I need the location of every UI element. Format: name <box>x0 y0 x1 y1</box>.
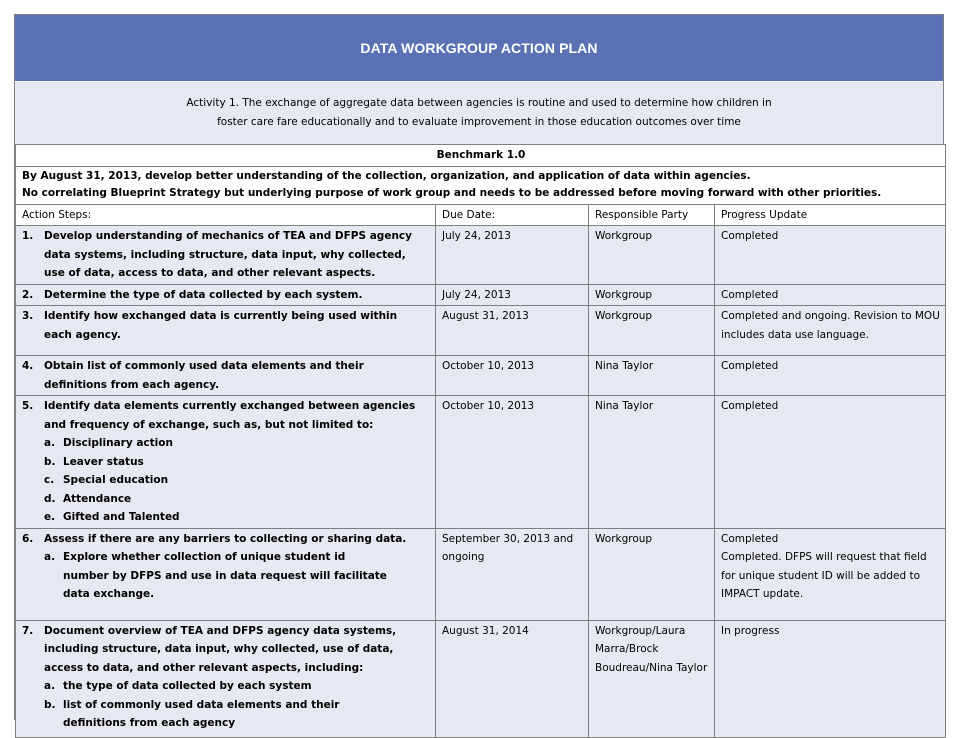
progress-text: In progress <box>721 624 780 637</box>
benchmark-title-row <box>16 145 946 167</box>
plan-title-text: DATA WORKGROUP ACTION PLAN <box>360 40 598 56</box>
step-text: Obtain list of commonly used data elements and their definitions from each agency. <box>44 360 364 391</box>
table-row <box>16 226 946 285</box>
sub-step <box>22 696 430 733</box>
action-step-cell <box>16 396 436 529</box>
table-row <box>16 356 946 396</box>
progress-text: Completed <box>721 360 779 372</box>
action-step-cell <box>16 356 436 396</box>
sub-step <box>22 508 430 527</box>
due-date-cell: October 10, 2013 <box>436 356 589 396</box>
progress-text: Completed and ongoing. Revision to MOU includes data use language. <box>721 310 940 341</box>
progress-text: Completed <box>721 532 779 545</box>
sub-step-text: Gifted and Talented <box>63 511 180 523</box>
progress-update-cell <box>715 284 946 306</box>
sub-step-letter: c. <box>44 474 55 486</box>
step-text: Determine the type of data collected by each system. <box>44 288 363 301</box>
responsible-party-cell: Workgroup <box>589 306 715 356</box>
progress-update-cell <box>715 528 946 620</box>
due-date-cell: September 30, 2013 and ongoing <box>436 528 589 620</box>
action-step-cell <box>16 528 436 620</box>
benchmark-line-1: By August 31, 2013, develop better understanding of the collection, organization, and application of data within agencies. <box>22 169 751 182</box>
activity-line-2: foster care fare educationally and to evaluate improvement in those education outcomes over time <box>217 116 741 128</box>
header-action-steps: Action Steps: <box>16 204 436 226</box>
responsible-party-cell: Workgroup <box>589 284 715 306</box>
step-number: 6. <box>22 532 34 545</box>
action-step-cell <box>16 284 436 306</box>
sub-step-letter: a. <box>44 551 56 563</box>
table-row <box>16 396 946 529</box>
progress-text: Completed <box>721 400 779 412</box>
sub-step-text: list of commonly used data elements and their definitions from each agency <box>63 698 340 729</box>
step-text: Develop understanding of mechanics of TEA and DFPS agency data systems, including structure, data input, why collected, use of data, access to data, and other relevant aspects. <box>44 230 412 279</box>
step-number: 2. <box>22 288 34 301</box>
action-step-cell <box>16 306 436 356</box>
sub-step-letter: b. <box>44 455 56 468</box>
progress-update-cell <box>715 396 946 529</box>
sub-step-text: Special education <box>63 474 169 486</box>
sub-step-letter: b. <box>44 698 56 711</box>
sub-step-letter: a. <box>44 680 56 692</box>
action-plan-frame <box>14 14 944 729</box>
step-number: 7. <box>22 624 34 637</box>
sub-step <box>22 434 430 453</box>
sub-step-letter: d. <box>44 492 56 505</box>
header-due-date: Due Date: <box>436 204 589 226</box>
responsible-party-cell: Workgroup <box>589 226 715 285</box>
activity-description <box>15 81 943 144</box>
sub-step <box>22 677 430 696</box>
sub-step-text: Attendance <box>63 492 132 505</box>
table-row <box>16 284 946 306</box>
progress-text: Completed <box>721 288 779 301</box>
due-date-cell: August 31, 2013 <box>436 306 589 356</box>
due-date-cell: August 31, 2014 <box>436 620 589 737</box>
progress-update-cell <box>715 226 946 285</box>
progress-update-cell <box>715 356 946 396</box>
step-number: 5. <box>22 400 34 412</box>
step-number: 1. <box>22 230 34 242</box>
due-date-cell: July 24, 2013 <box>436 284 589 306</box>
responsible-party-cell: Nina Taylor <box>589 356 715 396</box>
sub-step-text: Explore whether collection of unique student id number by DFPS and use in data request will facilitate data exchange. <box>63 551 387 600</box>
progress-update-cell <box>715 306 946 356</box>
plan-title <box>15 15 943 81</box>
due-date-cell: October 10, 2013 <box>436 396 589 529</box>
action-step-cell <box>16 226 436 285</box>
responsible-party-cell: Nina Taylor <box>589 396 715 529</box>
table-row <box>16 528 946 620</box>
action-step-cell <box>16 620 436 737</box>
sub-step <box>22 490 430 509</box>
action-steps-table <box>15 144 946 738</box>
sub-step-text: the type of data collected by each system <box>63 680 312 692</box>
sub-step-text: Leaver status <box>63 455 144 468</box>
progress-text-detail: Completed. DFPS will request that field for unique student ID will be added to IMPACT update. <box>721 551 927 600</box>
sub-step-letter: a. <box>44 437 56 449</box>
progress-update-cell <box>715 620 946 737</box>
step-text: Identify data elements currently exchanged between agencies and frequency of exchange, such as, but not limited to: <box>44 400 416 431</box>
step-text: Document overview of TEA and DFPS agency data systems, including structure, data input, why collected, use of data, access to data, and other relevant aspects, including: <box>44 624 397 674</box>
responsible-party-cell: Workgroup/Laura Marra/Brock Boudreau/Nina Taylor <box>589 620 715 737</box>
table-row <box>16 620 946 737</box>
column-header-row <box>16 204 946 226</box>
header-progress-update: Progress Update <box>715 204 946 226</box>
step-text: Assess if there are any barriers to collecting or sharing data. <box>44 532 407 545</box>
benchmark-description <box>16 166 946 204</box>
sub-step-text: Disciplinary action <box>63 437 173 449</box>
step-number: 3. <box>22 310 34 322</box>
activity-line-1: Activity 1. The exchange of aggregate data between agencies is routine and used to determine how children in <box>186 97 772 109</box>
step-number: 4. <box>22 360 34 372</box>
header-responsible-party: Responsible Party <box>589 204 715 226</box>
benchmark-title: Benchmark 1.0 <box>16 145 946 167</box>
benchmark-line-2: No correlating Blueprint Strategy but underlying purpose of work group and needs to be addressed before moving forward with other priorities. <box>22 187 882 199</box>
step-text: Identify how exchanged data is currently being used within each agency. <box>44 310 398 341</box>
sub-step <box>22 453 430 472</box>
sub-step-letter: e. <box>44 511 56 523</box>
sub-step <box>22 471 430 490</box>
responsible-party-cell: Workgroup <box>589 528 715 620</box>
progress-text: Completed <box>721 230 779 242</box>
sub-step <box>22 548 430 604</box>
due-date-cell: July 24, 2013 <box>436 226 589 285</box>
table-row <box>16 306 946 356</box>
benchmark-description-row <box>16 166 946 204</box>
